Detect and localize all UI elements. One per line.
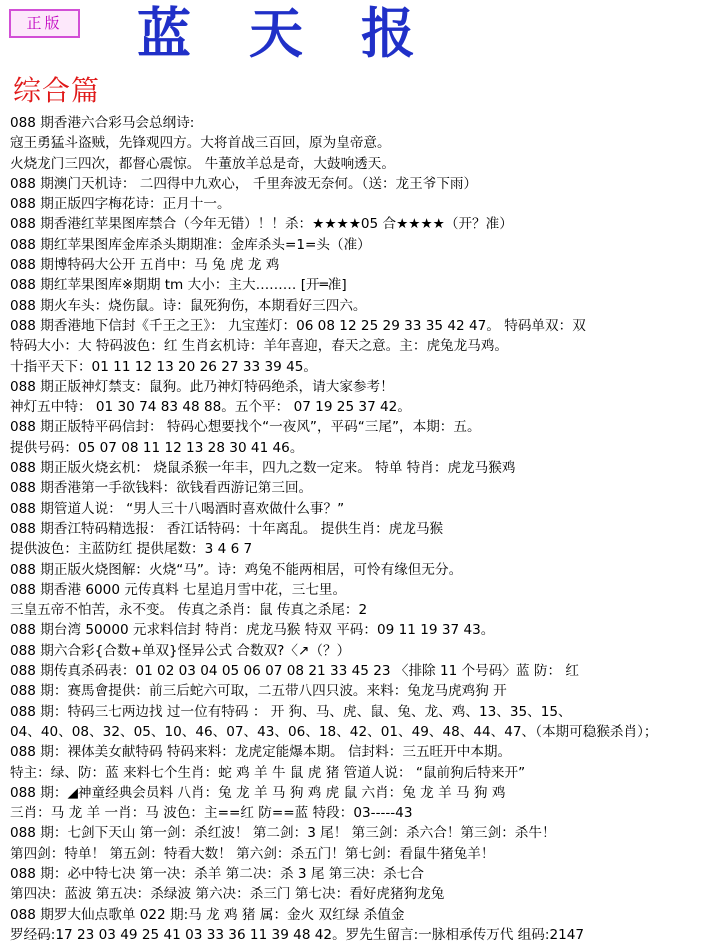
- text-line: 088 期香港地下信封《千王之王》： 九宝莲灯：06 08 12 25 29 33 35 42 47。 特码单双：双: [10, 317, 586, 334]
- masthead-title: 蓝天报: [137, 1, 473, 65]
- article-body: [10, 113, 700, 945]
- edition-badge: 正版: [9, 9, 80, 38]
- text-line: 088 期正版火烧玄机： 烧鼠杀猴一年丰，四九之数一定来。 特单 特肖：虎龙马猴鸡: [10, 460, 516, 477]
- text-line: 火烧龙门三四次，都督心震惊。 牛董放羊总是奇，大鼓响透天。: [10, 155, 395, 172]
- text-line: 088 期红苹果图库※期期 tm 大小：主大……… [开═准]: [10, 277, 347, 294]
- text-line: 088 期火车头：烧伤鼠。诗：鼠死狗伤，本期看好三四六。: [10, 297, 367, 314]
- text-line: 罗经码:17 23 03 49 25 41 03 33 36 11 39 48 42。罗先生留言:一脉相承传万代 组码:2147: [10, 926, 585, 943]
- text-line: 特码大小：大 特码波色：红 生肖玄机诗：羊年喜迎，春天之意。主：虎兔龙马鸡。: [10, 338, 509, 355]
- text-line: 088 期正版火烧图解：火烧“马”。诗：鸡兔不能两相居，可怜有缘但无分。: [10, 561, 463, 578]
- text-line: 088 期传真杀码表：01 02 03 04 05 06 07 08 21 33 45 23 〈排除 11 个号码〉蓝 防： 红: [10, 663, 579, 680]
- text-line: 088 期香江特码精选报： 香江话特码：十年离乱。 提供生肖：虎龙马猴: [10, 520, 444, 537]
- text-line: 十指平天下：01 11 12 13 20 26 27 33 39 45。: [10, 358, 318, 375]
- text-line: 088 期台湾 50000 元求料信封 特肖：虎龙马猴 特双 平码：09 11 19 37 43。: [10, 622, 495, 639]
- text-line: 088 期红苹果图库金库杀头期期准：金库杀头=1=头（准）: [10, 236, 371, 253]
- text-line: 088 期澳门天机诗： 二四得中九欢心， 千里奔波无奈何。（送：龙王爷下雨）: [10, 175, 478, 192]
- text-line: 088 期正版神灯禁支：鼠狗。此乃神灯特码绝杀，请大家参考！: [10, 378, 394, 395]
- text-line: 第四剑：特单！ 第五剑：特看大数！ 第六剑：杀五门！第七剑：看鼠牛猪兔羊！: [10, 845, 495, 862]
- section-title: 综合篇: [13, 74, 101, 107]
- text-line: 088 期正版四字梅花诗：正月十一。: [10, 196, 231, 213]
- text-line: 088 期正版特平码信封： 特码心想要找个“一夜风”，平码“三尾”，本期：五。: [10, 419, 481, 436]
- text-line: 088 期：特码三七两边找 过一位有特码 ： 开 狗、马、虎、鼠、兔、龙、鸡、13、35、15、: [10, 703, 572, 720]
- text-line: 088 期：裸体美女献特码 特码来料：龙虎定能爆本期。 信封料：三五旺开中本期。: [10, 744, 512, 761]
- text-line: 088 期六合彩{合数+单双}怪异公式 合数双?〈↗（？）: [10, 642, 351, 659]
- text-line: 088 期香港第一手欲钱料：欲钱看西游记第三回。: [10, 480, 313, 497]
- text-line: 088 期：◢神童经典会员料 八肖：兔 龙 羊 马 狗 鸡 虎 鼠 六肖：兔 龙 羊 马 狗 鸡: [10, 784, 506, 801]
- text-line: 088 期香港六合彩马会总纲诗:: [10, 115, 195, 131]
- text-line: 三皇五帝不怕苦，永不变。 传真之杀肖：鼠 传真之杀尾：2: [10, 602, 368, 619]
- text-line: 088 期香港 6000 元传真料 七星追月雪中花，三七里。: [10, 581, 347, 598]
- text-line: 088 期：必中特七决 第一决：杀羊 第二决：杀 3 尾 第三决：杀七合: [10, 865, 424, 882]
- text-line: 提供号码：05 07 08 11 12 13 28 30 41 46。: [10, 439, 304, 456]
- text-line: 088 期管道人说： “男人三十八喝酒时喜欢做什么事？”: [10, 500, 345, 517]
- text-line: 提供波色：主蓝防红 提供尾数：3 4 6 7: [10, 541, 253, 558]
- text-line: 088 期：七剑下天山 第一剑：杀红波！ 第二剑：3 尾！ 第三剑：杀六合！第三剑：杀牛！: [10, 825, 556, 842]
- text-line: 088 期：赛馬會提供：前三后蛇六可取，二五带八四只波。来料：兔龙马虎鸡狗 开: [10, 683, 507, 700]
- text-line: 特主：绿、防：蓝 来料七个生肖：蛇 鸡 羊 牛 鼠 虎 猪 管道人说： “鼠前狗后特来开”: [10, 764, 526, 781]
- text-line: 088 期罗大仙点歌单 022 期:马 龙 鸡 猪 属：金火 双红绿 杀值金: [10, 906, 405, 923]
- text-line: 04、40、08、32、05、10、46、07、43、06、18、42、01、49、48、44、47、（本期可稳猴杀肖）；: [10, 723, 658, 740]
- text-line: 神灯五中特： 01 30 74 83 48 88。五个平： 07 19 25 37 42。: [10, 399, 411, 416]
- text-line: 088 期香港红苹果图库禁合（今年无错）！！杀：★★★★05 合★★★★（开？准）: [10, 216, 513, 233]
- text-line: 三肖：马 龙 羊 一肖：马 波色：主==红 防==蓝 特段：03-----43: [10, 805, 413, 822]
- text-line: 寇王勇猛斗盗贼，先锋观四方。大将首战三百回，原为皇帝意。: [10, 135, 391, 152]
- text-line: 088 期博特码大公开 五肖中：马 兔 虎 龙 鸡: [10, 257, 280, 274]
- text-line: 第四决：蓝波 第五决：杀绿波 第六决：杀三门 第七决：看好虎猪狗龙兔: [10, 886, 445, 903]
